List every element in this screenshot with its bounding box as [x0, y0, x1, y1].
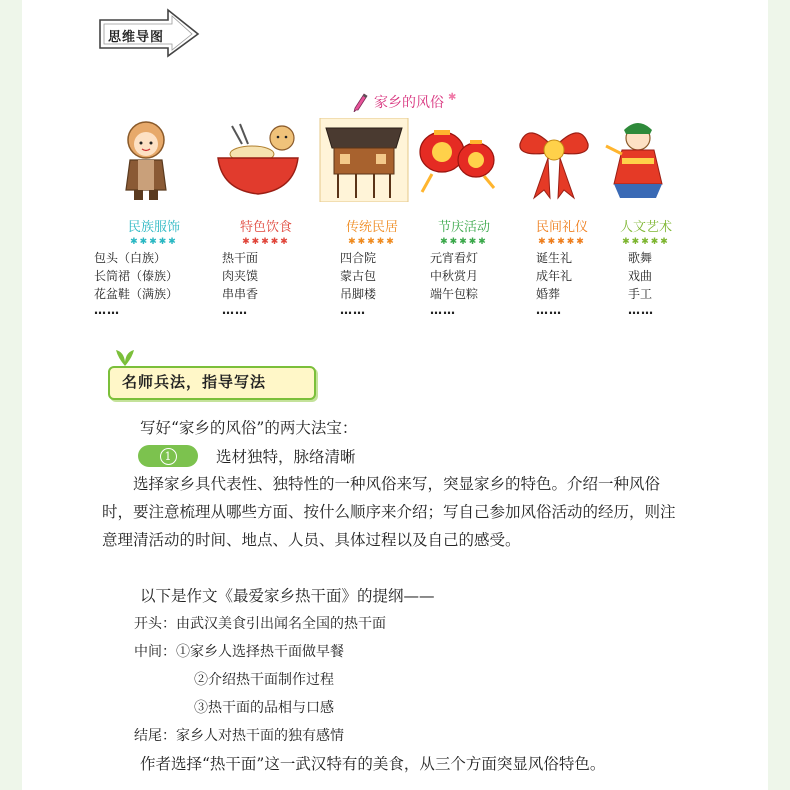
main-paragraph: 选择家乡具代表性、独特性的一种风俗来写，突显家乡的特色。介绍一种风俗时，要注意梳理从哪些方面、按什么顺序来介绍；写自己参加风俗活动的经历，则注意理清活动的时间、地点、人员、具体过程以及自己的感受。: [102, 475, 676, 549]
list-item: 长筒裙（傣族）: [94, 269, 179, 283]
stars-decoration: ✱✱✱✱✱: [242, 237, 290, 247]
stars-decoration: ✱✱✱✱✱: [538, 237, 586, 247]
stars-decoration: ✱✱✱✱✱: [440, 237, 488, 247]
list-item: 花盆鞋（满族）: [94, 287, 179, 301]
more-ellipsis: ……: [536, 303, 562, 317]
list-item: 歌舞: [628, 251, 653, 265]
category-label: 民间礼仪: [535, 220, 588, 235]
section-banner: [104, 350, 316, 402]
list-item: 诞生礼: [536, 251, 573, 265]
list-item: 成年礼: [536, 269, 573, 283]
category-festival-activities: [410, 118, 518, 317]
child-in-costume-icon: [100, 118, 192, 202]
stars-decoration: ✱✱✱✱✱: [622, 237, 670, 247]
more-ellipsis: ……: [628, 303, 654, 317]
list-item: 中秋赏月: [430, 269, 479, 283]
category-special-food: [212, 118, 320, 317]
section-tag-label: 思维导图: [108, 30, 165, 45]
conclusion-line: 作者选择“热干面”这一武汉特有的美食，从三个方面突显风俗特色。: [140, 755, 606, 773]
point-title: 选材独特，脉络清晰: [216, 448, 356, 466]
category-humanities-arts: [592, 118, 700, 317]
stars-decoration: ✱✱✱✱✱: [348, 237, 396, 247]
category-label: 特色饮食: [239, 220, 292, 235]
more-ellipsis: ……: [340, 303, 366, 317]
section-tag: [86, 6, 206, 60]
stilt-house-icon: [318, 118, 410, 202]
list-item: 蒙古包: [340, 269, 377, 283]
list-item: 热干面: [222, 251, 259, 265]
leaf-icon: [114, 348, 136, 366]
noodle-bowl-icon: [212, 118, 304, 202]
mindmap-title-text: 家乡的风俗: [374, 95, 444, 111]
list-item: 吊脚楼: [340, 287, 377, 301]
list-item: 包头（白族）: [94, 251, 167, 265]
point-number: 1: [160, 448, 177, 465]
lanterns-icon: [410, 118, 502, 202]
more-ellipsis: ……: [94, 303, 120, 317]
outline-intro: 以下是作文《最爱家乡热干面》的提纲——: [140, 587, 435, 605]
banner-title: 名师兵法，指导写法: [122, 373, 267, 391]
stars-decoration: ✱✱✱✱✱: [130, 237, 178, 247]
list-item: 手工: [628, 287, 653, 301]
mindmap-title: [352, 90, 456, 114]
intro-line: 写好“家乡的风俗”的两大法宝：: [140, 419, 358, 437]
category-ethnic-dress: [94, 118, 208, 317]
list-item: 端午包粽: [430, 287, 479, 301]
outline-start: 开头：由武汉美食引出闻名全国的热干面: [134, 616, 386, 632]
list-item: 戏曲: [628, 269, 653, 283]
list-item: 四合院: [340, 251, 377, 265]
more-ellipsis: ……: [222, 303, 248, 317]
sparkle-icon: ✱: [448, 91, 457, 103]
category-label: 节庆活动: [437, 220, 490, 235]
outline-middle-3: ③热干面的品相与口感: [194, 700, 334, 716]
list-item: 串串香: [222, 287, 259, 301]
category-label: 传统民居: [345, 220, 398, 235]
list-item: 肉夹馍: [222, 269, 259, 283]
category-label: 人文艺术: [619, 220, 672, 235]
point-heading: [138, 442, 356, 470]
list-item: 婚葬: [536, 287, 561, 301]
gift-bow-icon: [508, 118, 600, 202]
outline-middle-1: 中间：①家乡人选择热干面做早餐: [134, 644, 344, 660]
more-ellipsis: ……: [430, 303, 456, 317]
point-number-badge: [138, 445, 198, 467]
outline-end: 结尾：家乡人对热干面的独有感情: [134, 728, 344, 744]
opera-performer-icon: [592, 118, 684, 202]
category-label: 民族服饰: [127, 220, 180, 235]
pencil-icon: [352, 92, 368, 112]
list-item: 元宵看灯: [430, 251, 479, 265]
outline-middle-2: ②介绍热干面制作过程: [194, 672, 334, 688]
